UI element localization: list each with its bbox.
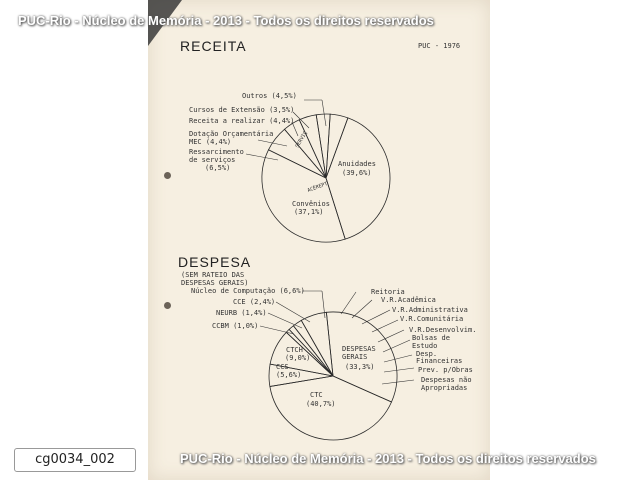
- despesa-slice-n-cleo-de-computa-o: [301, 312, 333, 376]
- leader-line: [378, 330, 404, 342]
- receita-slice-dota-o-or-ament-ria-mec: [285, 120, 327, 178]
- receita-label-anuidades-pct: (39,6%): [342, 169, 372, 177]
- despesa-label-desp-fin-1: Desp.: [416, 350, 438, 358]
- despesa-label-prev: Prev. p/Obras: [418, 366, 473, 374]
- despesa-label-ctc-pct: (40,7%): [306, 400, 336, 408]
- receita-label-ressarc-3: (6,5%): [205, 164, 231, 172]
- leader-line: [384, 355, 412, 362]
- despesa-label-vr-com: V.R.Comunitária: [400, 315, 464, 323]
- receita-label-receita-realizar: Receita a realizar (4,4%): [189, 117, 295, 125]
- receita-label-ressarc-1: Ressarcimento: [189, 148, 244, 156]
- leader-line: [362, 310, 390, 324]
- watermark-top: PUC-Rio - Núcleo de Memória - 2013 - Todos os direitos reservados: [18, 13, 434, 28]
- receita-label-dotacao-2: MEC (4,4%): [189, 138, 232, 146]
- despesa-label-reitoria: Reitoria: [371, 288, 405, 296]
- despesa-label-dna-2: Apropriadas: [421, 384, 468, 392]
- despesa-label-ccbm: CCBM (1,0%): [212, 322, 259, 330]
- receita-label-anuidades: Anuidades: [338, 160, 376, 168]
- document-id-label: cg0034_002: [14, 448, 136, 472]
- despesa-label-neurb: NEURB (1,4%): [216, 309, 267, 317]
- despesa-label-cce: CCE (2,4%): [233, 298, 276, 306]
- despesa-label-bolsas-1: Bolsas de: [412, 334, 450, 342]
- despesa-label-dg-2: GERAIS: [342, 353, 368, 361]
- despesa-label-ccs-pct: (5,6%): [276, 371, 302, 379]
- despesa-label-bolsas-2: Estudo: [412, 342, 438, 350]
- receita-label-convenios: Convênios: [292, 200, 330, 208]
- receita-title: RECEITA: [180, 38, 247, 54]
- receita-slice-receita-a-realizar: [299, 115, 326, 178]
- despesa-label-desp-fin-2: Financeiras: [416, 357, 463, 365]
- leader-line: [322, 100, 326, 126]
- receita-label-convenios-pct: (37,1%): [294, 208, 324, 216]
- despesa-label-ctch-pct: (9,0%): [285, 354, 311, 362]
- watermark-bottom: PUC-Rio - Núcleo de Memória - 2013 - Todos os direitos reservados: [180, 451, 596, 466]
- leader-line: [246, 154, 278, 160]
- receita-label-dotacao-1: Dotação Orçamentária: [189, 130, 274, 138]
- leader-line: [293, 112, 309, 128]
- despesa-title: DESPESA: [178, 254, 252, 270]
- receita-label-cursos: Cursos de Extensão (3,5%): [189, 106, 295, 114]
- leader-line: [352, 300, 372, 318]
- receita-slice-conv-nios: [262, 150, 345, 242]
- leader-line: [258, 140, 287, 146]
- year-label: PUC - 1976: [418, 42, 461, 50]
- despesa-label-ctch: CTCH: [286, 346, 303, 354]
- leader-line: [384, 368, 414, 372]
- despesa-label-dg-pct: (33,3%): [345, 363, 375, 371]
- despesa-note-line2: DESPESAS GERAIS): [181, 279, 249, 287]
- receita-label-ressarc-2: de serviços: [189, 156, 236, 164]
- receita-label-outros: Outros (4,5%): [242, 92, 297, 100]
- despesa-label-vr-acad: V.R.Acadêmica: [381, 296, 436, 304]
- despesa-label-vr-adm: V.R.Administrativa: [392, 306, 468, 314]
- receita-slice-anuidades: [326, 118, 390, 239]
- receita-slice-ressarcimento-de-servi-os: [269, 129, 327, 178]
- despesa-label-ccs: CCS: [276, 363, 289, 371]
- despesa-note-line1: (SEM RATEIO DAS: [181, 271, 245, 279]
- leader-line: [372, 320, 398, 332]
- receita-inner-mark: SERVIÇ: [294, 130, 309, 149]
- leader-line: [341, 292, 356, 314]
- despesa-label-ctc: CTC: [310, 391, 323, 399]
- receita-inner-mark: ACÉREPT: [306, 181, 329, 194]
- despesa-label-vr-des: V.R.Desenvolvim.: [409, 326, 477, 334]
- despesa-label-nucleo: Núcleo de Computação (6,6%): [191, 287, 305, 295]
- despesa-label-dna-1: Despesas não: [421, 376, 472, 384]
- leader-line: [268, 313, 302, 328]
- despesa-label-dg-1: DESPESAS: [342, 345, 376, 353]
- leader-line: [322, 291, 325, 318]
- leader-line: [382, 380, 414, 384]
